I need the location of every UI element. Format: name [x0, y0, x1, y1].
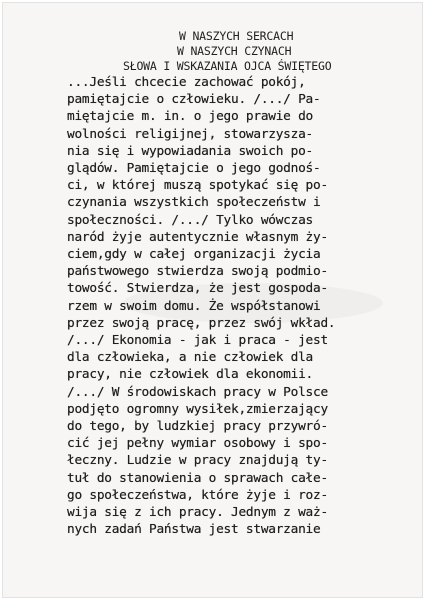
body-line: nia się i wypowiadania swoich po-	[67, 143, 313, 159]
body-line: ciem,gdy w całej organizacji życia	[67, 247, 321, 263]
body-text	[67, 74, 387, 538]
body-line: naród żyje autentycznie własnym ży-	[67, 229, 328, 245]
body-line: dla człowieka, a nie człowiek dla	[67, 350, 313, 366]
body-line: /.../ Ekonomia - jak i praca - jest	[67, 333, 328, 349]
body-line: pracy, nie człowiek dla ekonomii.	[67, 367, 313, 383]
typewritten-text	[67, 29, 387, 538]
body-line: podjęto ogromny wysiłek,zmierzający	[67, 401, 328, 417]
body-line: miętajcie m. in. o jego prawie do	[67, 109, 313, 125]
body-line: nych zadań Państwa jest stwarzanie	[67, 522, 321, 538]
body-line: glądów. Pamiętajcie o jego godnoś-	[67, 161, 321, 177]
body-line: łeczny. Ludzie w pracy znajdują ty-	[67, 453, 328, 469]
body-line: towość. Stwierdza, że jest gospoda-	[67, 281, 328, 297]
heading-line-1: W NASZYCH SERCACH	[179, 29, 294, 43]
body-line: wolności religijnej, stowarzysza-	[67, 126, 313, 142]
body-line: państwowego stwierdza swoją podmio-	[67, 264, 328, 280]
body-line: cić jej pełny wymiar osobowy i spo-	[67, 436, 328, 452]
body-line: pamiętajcie o człowieku. /.../ Pa-	[67, 92, 321, 108]
body-line: ci, w której muszą spotykać się po-	[67, 178, 328, 194]
body-line: /.../ W środowiskach pracy w Polsce	[67, 384, 328, 400]
body-line: społeczności. /.../ Tylko wówczas	[67, 212, 313, 228]
body-line: do tego, by ludzkiej pracy przywró-	[67, 419, 328, 435]
body-line: wija się z ich pracy. Jednym z waż-	[67, 505, 328, 521]
heading-line-3: SŁOWA I WSKAZANIA OJCA ŚWIĘTEGO	[123, 59, 332, 73]
body-line: rzem w swoim domu. Że współstanowi	[67, 298, 321, 314]
body-line: tuł do stanowienia o sprawach całe-	[67, 470, 328, 486]
body-line: przez swoją pracę, przez swój wkład.	[67, 315, 336, 331]
document-page	[3, 3, 422, 597]
body-line: czynania wszystkich społeczeństw i	[67, 195, 321, 211]
body-line: ...Jeśli chcecie zachować pokój,	[67, 75, 306, 90]
body-line: go społeczeństwa, które żyje i roz-	[67, 487, 328, 503]
heading-line-2: W NASZYCH CZYNACH	[177, 44, 292, 58]
